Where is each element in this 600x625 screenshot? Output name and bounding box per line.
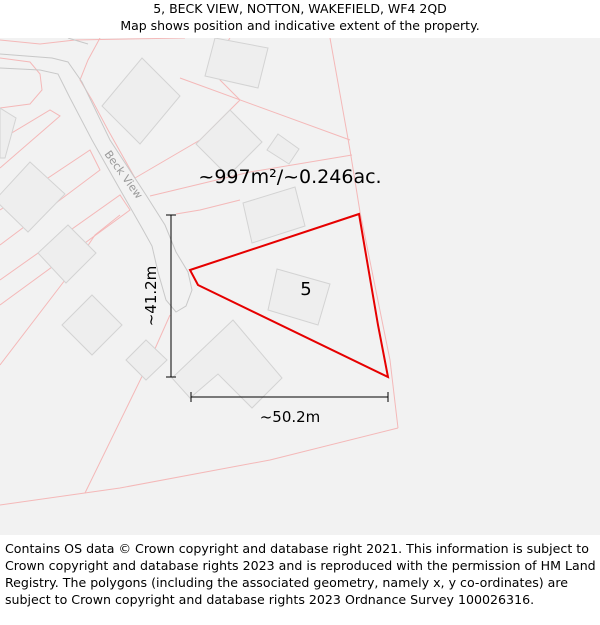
street-name-label: Beck View [101, 148, 146, 202]
copyright-attribution: Contains OS data © Crown copyright and database right 2021. This information is subject to Crown copyright and database rights 2023 and is reproduced with the permission of HM Land Registry. The polygons (including the associated geometry, namely x, y co-ordinates) are subject to Crown copyright and database rights 2023 Ordnance Survey 100026316. [5, 541, 596, 608]
map-header [0, 0, 600, 36]
height-label: ~41.2m [142, 265, 160, 327]
map-subtitle: Map shows position and indicative extent of the property. [120, 18, 480, 33]
width-label: ~50.2m [259, 408, 321, 426]
plot-number-label: 5 [300, 279, 312, 300]
property-map[interactable] [0, 38, 600, 535]
area-label: ~997m²/~0.246ac. [198, 166, 382, 188]
property-address-title: 5, BECK VIEW, NOTTON, WAKEFIELD, WF4 2QD [153, 1, 447, 16]
